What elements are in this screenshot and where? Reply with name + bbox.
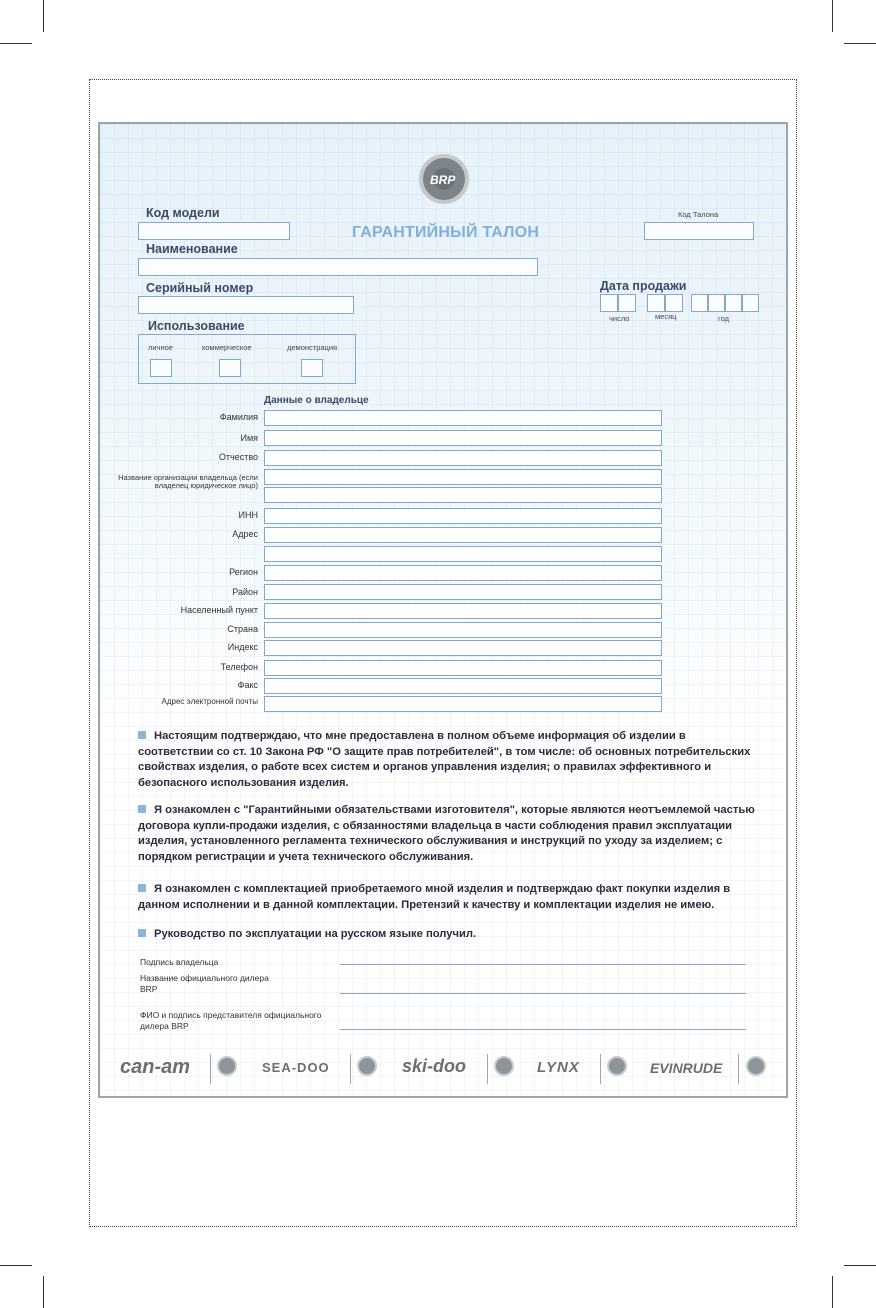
statement-1 xyxy=(138,729,758,791)
usage-demo-checkbox[interactable] xyxy=(301,359,323,377)
usage-commercial-checkbox[interactable] xyxy=(219,359,241,377)
owner-field-label: Телефон xyxy=(220,662,258,672)
model-code-label: Код модели xyxy=(146,206,220,220)
product-name-label: Наименование xyxy=(146,242,238,256)
address-field[interactable] xyxy=(264,527,662,543)
sale-month-box[interactable] xyxy=(665,294,683,312)
country-field[interactable] xyxy=(264,622,662,638)
sale-day-box[interactable] xyxy=(600,294,618,312)
brand-divider xyxy=(600,1054,601,1084)
owner-field-label: Отчество xyxy=(218,452,258,462)
locality-field[interactable] xyxy=(264,603,662,619)
brp-gear-icon xyxy=(607,1056,627,1076)
dealer-name-line[interactable] xyxy=(340,993,746,994)
dealer-rep-label: ФИО и подпись представителя официального дилера BRP xyxy=(140,1010,322,1031)
region-field[interactable] xyxy=(264,565,662,581)
brand-divider xyxy=(350,1054,351,1084)
district-field[interactable] xyxy=(264,584,662,600)
statement-text: Настоящим подтверждаю, что мне предоставлена в полном объеме информация об изделии в соответствии со ст. 10 Закона РФ "О защите прав потребителей", в том числе: об основных потребительских свойствах изделия, о работе всех систем и органов управления изделия; о правилах эффективного и безопасного использования изделия. xyxy=(138,730,751,789)
sale-year-box[interactable] xyxy=(691,294,708,312)
brp-gear-icon xyxy=(494,1056,514,1076)
brand-can-am: can-am xyxy=(120,1056,191,1078)
inn-field[interactable] xyxy=(264,508,662,524)
brand-divider xyxy=(487,1054,488,1084)
crop-mark xyxy=(832,1276,833,1308)
address-field-line-2[interactable] xyxy=(264,546,662,562)
statement-4 xyxy=(138,927,758,943)
warranty-card xyxy=(98,122,788,1098)
sale-year-box[interactable] xyxy=(742,294,759,312)
organization-field-line-2[interactable] xyxy=(264,487,662,503)
owner-field-label: Адрес электронной почты xyxy=(161,697,258,706)
crop-mark xyxy=(844,1265,876,1266)
dealer-name-label: Название официального дилера BRP xyxy=(140,973,269,994)
usage-option-label: коммерческое xyxy=(202,343,252,352)
brand-lynx: LYNX xyxy=(537,1059,580,1076)
owner-field-label: Страна xyxy=(227,624,258,634)
owner-field-label: Факс xyxy=(237,680,258,690)
owner-signature-line[interactable] xyxy=(340,964,746,965)
owner-field-label: Имя xyxy=(240,433,258,443)
brand-sea-doo: SEA-DOO xyxy=(262,1060,330,1075)
coupon-code-field[interactable] xyxy=(644,222,754,240)
owner-field-label: Район xyxy=(232,587,258,597)
sale-year-caption: год xyxy=(718,314,729,323)
usage-group xyxy=(138,334,356,384)
owner-field-label: Фамилия xyxy=(219,412,258,422)
dealer-rep-line[interactable] xyxy=(340,1029,746,1030)
model-code-field[interactable] xyxy=(138,222,290,240)
postcode-field[interactable] xyxy=(264,640,662,656)
serial-number-field[interactable] xyxy=(138,296,354,314)
brand-ski-doo: ski-doo xyxy=(402,1056,467,1076)
bullet-icon xyxy=(138,805,146,813)
owner-field-label: Индекс xyxy=(227,642,258,652)
bullet-icon xyxy=(138,929,146,937)
brp-gear-icon xyxy=(357,1056,377,1076)
sale-day-caption: число xyxy=(609,314,630,323)
statement-text: Я ознакомлен с "Гарантийными обязательствами изготовителя", которые являются неотъемлемой частью договора купли-продажи изделия, с обязанностями владельца в части соблюдения правил эксплуатации изделия, установленного регламента технического обслуживания и инструкций по уходу за изделием; с порядком регистрации и учета технического обслуживания. xyxy=(138,804,755,863)
surname-field[interactable] xyxy=(264,410,662,426)
sale-year-box[interactable] xyxy=(725,294,742,312)
brp-logo-text: BRP xyxy=(430,173,456,187)
brp-gear-icon xyxy=(217,1056,237,1076)
fax-field[interactable] xyxy=(264,678,662,694)
owner-field-label: Регион xyxy=(229,567,258,577)
usage-personal-checkbox[interactable] xyxy=(150,359,172,377)
coupon-code-label: Код Талона xyxy=(678,210,719,219)
usage-option-label: демонстрация xyxy=(287,343,338,352)
statement-text: Я ознакомлен с комплектацией приобретаемого мной изделия и подтверждаю факт покупки изделия в данном исполнении и в данной комплектации. Претензий к качеству и комплектации изделия не имею. xyxy=(138,883,731,911)
owner-field-label: ИНН xyxy=(238,510,258,520)
product-name-field[interactable] xyxy=(138,258,538,276)
brp-gear-icon xyxy=(746,1056,766,1076)
statement-2 xyxy=(138,803,758,865)
owner-field-label: Адрес xyxy=(232,529,258,539)
sale-date-label: Дата продажи xyxy=(600,279,687,293)
phone-field[interactable] xyxy=(264,660,662,676)
crop-mark xyxy=(43,1276,44,1308)
owner-section-title: Данные о владельце xyxy=(264,395,369,406)
brand-divider xyxy=(210,1054,211,1084)
crop-mark xyxy=(844,43,876,44)
page-title: ГАРАНТИЙНЫЙ ТАЛОН xyxy=(352,224,540,241)
statement-text: Руководство по эксплуатации на русском языке получил. xyxy=(154,928,477,940)
owner-signature-label: Подпись владельца xyxy=(140,957,219,967)
brand-divider xyxy=(738,1054,739,1084)
owner-field-label: Населенный пункт xyxy=(180,605,258,615)
sale-month-box[interactable] xyxy=(647,294,665,312)
crop-mark xyxy=(832,0,833,32)
email-field[interactable] xyxy=(264,696,662,712)
sale-year-box[interactable] xyxy=(708,294,725,312)
crop-mark xyxy=(0,1265,32,1266)
usage-label: Использование xyxy=(148,319,245,333)
usage-option-label: личное xyxy=(148,343,173,352)
serial-number-label: Серийный номер xyxy=(146,281,254,295)
owner-field-label: Название организации владельца (если владелец юридическое лицо) xyxy=(118,473,258,490)
sale-month-caption: месяц xyxy=(655,312,677,321)
bullet-icon xyxy=(138,884,146,892)
brp-logo xyxy=(419,154,469,204)
bullet-icon xyxy=(138,731,146,739)
crop-mark xyxy=(43,0,44,32)
statement-3 xyxy=(138,882,758,913)
patronymic-field[interactable] xyxy=(264,450,662,466)
brand-evinrude: EVINRUDE xyxy=(650,1060,723,1076)
sale-day-box[interactable] xyxy=(618,294,636,312)
crop-mark xyxy=(0,43,32,44)
first-name-field[interactable] xyxy=(264,430,662,446)
organization-field[interactable] xyxy=(264,469,662,485)
